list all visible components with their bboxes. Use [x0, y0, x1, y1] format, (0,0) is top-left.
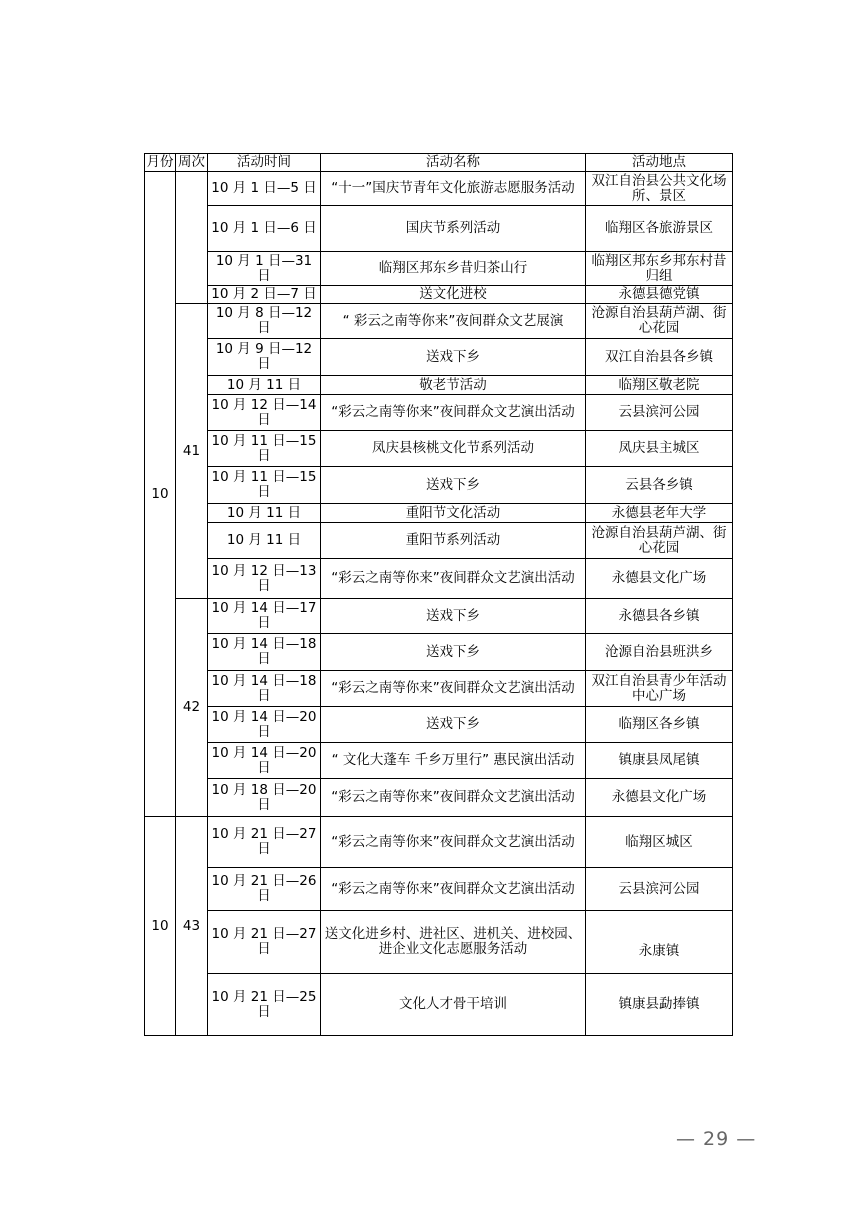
header-time: 活动时间 [208, 154, 321, 172]
time-cell: 10 月 18 日—20 日 [208, 779, 321, 817]
activity-place-cell: 临翔区各旅游景区 [586, 206, 733, 252]
time-cell: 10 月 1 日—5 日 [208, 172, 321, 206]
table-row [145, 779, 733, 817]
table-row [145, 671, 733, 707]
activity-place-cell: 临翔区各乡镇 [586, 707, 733, 743]
header-place: 活动地点 [586, 154, 733, 172]
time-cell: 10 月 12 日—14 日 [208, 395, 321, 431]
activity-place-cell: 双江自治县公共文化场所、景区 [586, 172, 733, 206]
activity-place-cell: 镇康县凤尾镇 [586, 743, 733, 779]
week-cell: 42 [176, 599, 208, 817]
time-cell: 10 月 8 日—12 日 [208, 304, 321, 339]
time-cell: 10 月 21 日—25 日 [208, 974, 321, 1036]
activity-place-cell: 永德县老年大学 [586, 504, 733, 523]
activity-name-cell: 凤庆县核桃文化节系列活动 [321, 431, 586, 467]
week-cell: 41 [176, 304, 208, 599]
time-cell: 10 月 21 日—27 日 [208, 817, 321, 868]
activity-place-cell: 沧源自治县葫芦湖、街心花园 [586, 523, 733, 559]
activity-place-cell: 永德县德党镇 [586, 286, 733, 304]
time-cell: 10 月 9 日—12 日 [208, 339, 321, 376]
table-row [145, 467, 733, 504]
time-cell: 10 月 11 日 [208, 523, 321, 559]
month-cell: 10 [145, 817, 176, 1036]
activity-place-cell: 双江自治县各乡镇 [586, 339, 733, 376]
activity-name-cell: 送戏下乡 [321, 707, 586, 743]
activity-place-cell: 沧源自治县班洪乡 [586, 634, 733, 671]
activity-place-cell: 云县各乡镇 [586, 467, 733, 504]
time-cell: 10 月 11 日 [208, 504, 321, 523]
header-month: 月份 [146, 154, 174, 170]
time-cell: 10 月 2 日—7 日 [208, 286, 321, 304]
activity-name-cell: 送戏下乡 [321, 634, 586, 671]
table-row [145, 634, 733, 671]
activity-place-cell: 永德县各乡镇 [586, 599, 733, 634]
activity-place-cell: 沧源自治县葫芦湖、街心花园 [586, 304, 733, 339]
header-week: 周次 [176, 154, 208, 172]
table-row [145, 304, 733, 339]
table-row [145, 206, 733, 252]
time-cell: 10 月 21 日—26 日 [208, 868, 321, 911]
table-row [145, 339, 733, 376]
activity-name-cell: “十一”国庆节青年文化旅游志愿服务活动 [321, 172, 586, 206]
time-cell: 10 月 11 日—15 日 [208, 467, 321, 504]
activity-schedule-table [144, 153, 733, 1036]
header-name: 活动名称 [321, 154, 586, 172]
time-cell: 10 月 14 日—20 日 [208, 743, 321, 779]
activity-place-cell: 凤庆县主城区 [586, 431, 733, 467]
activity-name-cell: 临翔区邦东乡昔归茶山行 [321, 252, 586, 286]
activity-name-cell: “彩云之南等你来”夜间群众文艺演出活动 [321, 395, 586, 431]
table-row [145, 286, 733, 304]
time-cell: 10 月 14 日—18 日 [208, 634, 321, 671]
table-row [145, 395, 733, 431]
table-row [145, 523, 733, 559]
activity-place-cell: 永德县文化广场 [586, 559, 733, 599]
table-row [145, 868, 733, 911]
time-cell: 10 月 1 日—31 日 [208, 252, 321, 286]
activity-place-cell: 永康镇 [586, 911, 733, 974]
table-row [145, 431, 733, 467]
activity-name-cell: “ 文化大蓬车 千乡万里行” 惠民演出活动 [321, 743, 586, 779]
table-row [145, 974, 733, 1036]
table-row [145, 817, 733, 868]
time-cell: 10 月 21 日—27 日 [208, 911, 321, 974]
activity-name-cell: 送戏下乡 [321, 339, 586, 376]
activity-place-cell: 临翔区敬老院 [586, 376, 733, 395]
activity-name-cell: 重阳节文化活动 [321, 504, 586, 523]
activity-place-cell: 永德县文化广场 [586, 779, 733, 817]
table-row [145, 172, 733, 206]
month-cell: 10 [145, 172, 176, 817]
time-cell: 10 月 11 日 [208, 376, 321, 395]
table-row [145, 707, 733, 743]
activity-place-cell: 云县滨河公园 [586, 395, 733, 431]
activity-name-cell: 送文化进乡村、进社区、进机关、进校园、进企业文化志愿服务活动 [321, 911, 586, 974]
table-row [145, 743, 733, 779]
activity-name-cell: “彩云之南等你来”夜间群众文艺演出活动 [321, 671, 586, 707]
activity-name-cell: 敬老节活动 [321, 376, 586, 395]
week-cell: 43 [176, 817, 208, 1036]
page-number: — 29 — [676, 1128, 757, 1150]
activity-name-cell: 送戏下乡 [321, 467, 586, 504]
activity-place-cell: 云县滨河公园 [586, 868, 733, 911]
activity-place-cell: 临翔区城区 [586, 817, 733, 868]
table-row [145, 599, 733, 634]
table-row [145, 504, 733, 523]
week-cell [176, 172, 208, 304]
table-header-row [145, 154, 733, 172]
table-row [145, 252, 733, 286]
table-row [145, 376, 733, 395]
table-row [145, 911, 733, 974]
activity-name-cell: “彩云之南等你来”夜间群众文艺演出活动 [321, 868, 586, 911]
time-cell: 10 月 14 日—20 日 [208, 707, 321, 743]
time-cell: 10 月 11 日—15 日 [208, 431, 321, 467]
time-cell: 10 月 14 日—18 日 [208, 671, 321, 707]
activity-name-cell: 文化人才骨干培训 [321, 974, 586, 1036]
activity-place-cell: 双江自治县青少年活动中心广场 [586, 671, 733, 707]
activity-name-cell: 国庆节系列活动 [321, 206, 586, 252]
activity-name-cell: “彩云之南等你来”夜间群众文艺演出活动 [321, 779, 586, 817]
activity-name-cell: “彩云之南等你来”夜间群众文艺演出活动 [321, 817, 586, 868]
activity-place-cell: 临翔区邦东乡邦东村昔归组 [586, 252, 733, 286]
activity-name-cell: “ 彩云之南等你来”夜间群众文艺展演 [321, 304, 586, 339]
time-cell: 10 月 14 日—17 日 [208, 599, 321, 634]
table-row [145, 559, 733, 599]
time-cell: 10 月 1 日—6 日 [208, 206, 321, 252]
activity-name-cell: “彩云之南等你来”夜间群众文艺演出活动 [321, 559, 586, 599]
activity-name-cell: 送文化进校 [321, 286, 586, 304]
time-cell: 10 月 12 日—13 日 [208, 559, 321, 599]
activity-place-cell: 镇康县勐捧镇 [586, 974, 733, 1036]
activity-name-cell: 送戏下乡 [321, 599, 586, 634]
activity-name-cell: 重阳节系列活动 [321, 523, 586, 559]
